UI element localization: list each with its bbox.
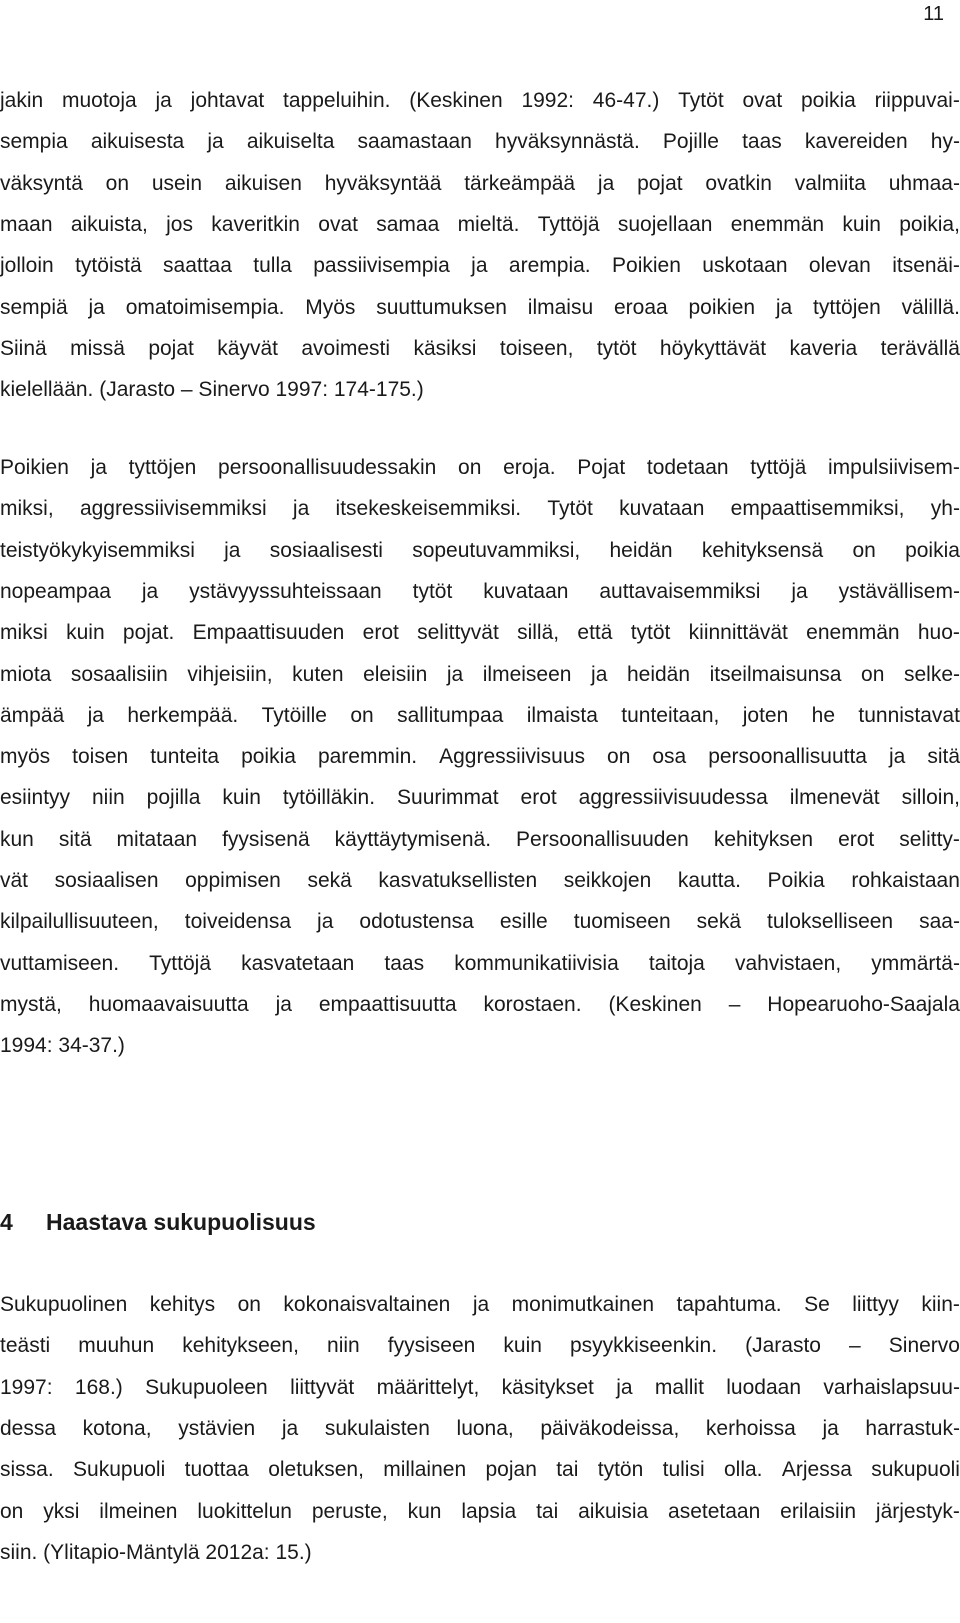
text-line: ämpää ja herkempää. Tytöille on sallitumpaa ilmaista tunteitaan, joten he tunnistavat <box>0 703 960 727</box>
text-line: teästi muuhun kehitykseen, niin fyysiseen kuin psyykkiseenkin. (Jarasto – Sinervo <box>0 1334 960 1358</box>
text-line: 1997: 168.) Sukupuoleen liittyvät määrittelyt, käsitykset ja mallit luodaan varhaislapsuu- <box>0 1375 960 1399</box>
text-line: myös toisen tunteita poikia paremmin. Aggressiivisuus on osa persoonallisuutta ja sitä <box>0 745 960 769</box>
text-line: miota sosaalisiin vihjeisiin, kuten eleisiin ja ilmeiseen ja heidän itseilmaisunsa on selke- <box>0 662 960 686</box>
text-line: Sukupuolinen kehitys on kokonaisvaltainen ja monimutkainen tapahtuma. Se liittyy kiin- <box>0 1293 960 1316</box>
text-line: vuttamiseen. Tyttöjä kasvatetaan taas kommunikatiivisia taitoja vahvistaen, ymmärtä- <box>0 951 960 975</box>
text-line: mystä, huomaavaisuutta ja empaattisuutta korostaen. (Keskinen – Hopearuoho-Saajala <box>0 992 960 1016</box>
text-line: nopeampaa ja ystävyyssuhteissaan tytöt kuvataan auttavaisemmiksi ja ystävällisem- <box>0 579 960 603</box>
text-line: sempia aikuisesta ja aikuiselta saamastaan hyväksynnästä. Pojille taas kavereiden hy- <box>0 130 960 154</box>
section-number: 4 <box>0 1209 13 1235</box>
text-line: sempiä ja omatoimisempia. Myös suuttumuksen ilmaisu eroaa poikien ja tyttöjen välillä. <box>0 295 960 319</box>
text-line: Poikien ja tyttöjen persoonallisuudessakin on eroja. Pojat todetaan tyttöjä impulsiivisem- <box>0 456 960 479</box>
section-title: Haastava sukupuolisuus <box>46 1209 316 1235</box>
text-line: on yksi ilmeinen luokittelun peruste, kun lapsia tai aikuisia asetetaan erilaisiin järjestyk- <box>0 1499 960 1523</box>
text-line: maan aikuista, jos kaveritkin ovat samaa mieltä. Tyttöjä suojellaan enemmän kuin poikia, <box>0 212 960 236</box>
text-line: vät sosiaalisen oppimisen sekä kasvatuksellisten seikkojen kautta. Poikia rohkaistaan <box>0 869 960 892</box>
text-line: väksyntä on usein aikuisen hyväksyntää tärkeämpää ja pojat ovatkin valmiita uhmaa- <box>0 171 960 195</box>
text-line: sissa. Sukupuoli tuottaa oletuksen, millainen pojan tai tytön tulisi olla. Arjessa sukupuoli <box>0 1458 960 1482</box>
text-line: dessa kotona, ystävien ja sukulaisten luona, päiväkodeissa, kerhoissa ja harrastuk- <box>0 1416 960 1440</box>
text-line: 1994: 34-37.) <box>0 1034 125 1058</box>
page-number: 11 <box>923 3 944 25</box>
text-line: siin. (Ylitapio-Mäntylä 2012a: 15.) <box>0 1540 312 1564</box>
text-line: jolloin tytöistä saattaa tulla passiivisempia ja arempia. Poikien uskotaan olevan itsenäi- <box>0 254 960 278</box>
text-line: jakin muotoja ja johtavat tappeluihin. (Keskinen 1992: 46-47.) Tytöt ovat poikia riippuvai- <box>0 89 960 112</box>
text-line: miksi, aggressiivisemmiksi ja itsekeskeisemmiksi. Tytöt kuvataan empaattisemmiksi, yh- <box>0 497 960 521</box>
text-line: kun sitä mitataan fyysisenä käyttäytymisenä. Persoonallisuuden kehityksen erot selitty- <box>0 827 960 851</box>
text-line: miksi kuin pojat. Empaattisuuden erot selittyvät sillä, että tytöt kiinnittävät enemmän huo- <box>0 621 960 645</box>
text-line: Siinä missä pojat käyvät avoimesti käsiksi toiseen, tytöt höykyttävät kaveria terävällä <box>0 336 960 360</box>
section-heading <box>0 1207 316 1237</box>
text-line: kilpailullisuuteen, toiveidensa ja odotustensa esille tuomiseen sekä tulokselliseen saa- <box>0 910 960 934</box>
text-line: esiintyy niin pojilla kuin tytöilläkin. Suurimmat erot aggressiivisuudessa ilmenevät silloin, <box>0 786 960 810</box>
text-line: teistyökykyisemmiksi ja sosiaalisesti sopeutuvammiksi, heidän kehityksensä on poikia <box>0 538 960 562</box>
text-line: kielellään. (Jarasto – Sinervo 1997: 174-175.) <box>0 378 424 402</box>
